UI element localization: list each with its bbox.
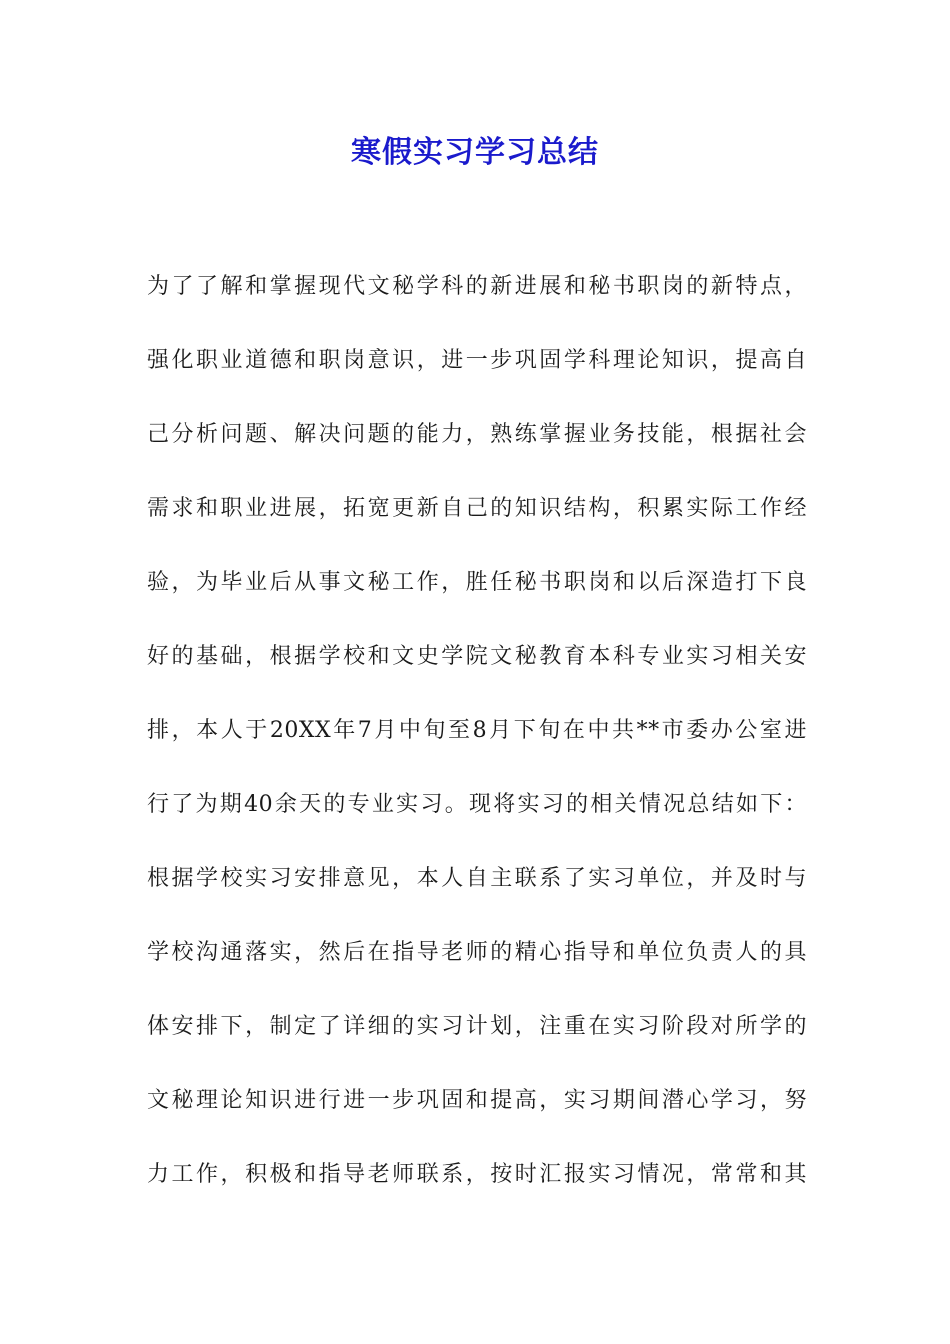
- document-body: [147, 262, 807, 1224]
- paragraph-line: 力工作，积极和指导老师联系，按时汇报实习情况，常常和其: [147, 1162, 807, 1187]
- paragraph-line: 需求和职业进展，拓宽更新自己的知识结构，积累实际工作经: [147, 496, 807, 521]
- paragraph-line: 好的基础，根据学校和文史学院文秘教育本科专业实习相关安: [147, 644, 807, 669]
- paragraph-line: 文秘理论知识进行进一步巩固和提高，实习期间潜心学习，努: [147, 1088, 807, 1113]
- paragraph-line: 学校沟通落实，然后在指导老师的精心指导和单位负责人的具: [147, 940, 807, 965]
- paragraph-line: 行了为期40余天的专业实习。现将实习的相关情况总结如下：: [147, 792, 807, 817]
- paragraph-line: 根据学校实习安排意见，本人自主联系了实习单位，并及时与: [147, 866, 807, 891]
- paragraph-line: 强化职业道德和职岗意识，进一步巩固学科理论知识，提高自: [147, 348, 807, 373]
- paragraph-line: 为了了解和掌握现代文秘学科的新进展和秘书职岗的新特点，: [147, 274, 807, 299]
- paragraph-line: 体安排下，制定了详细的实习计划，注重在实习阶段对所学的: [147, 1014, 807, 1039]
- paragraph-line: 排，本人于20XX年7月中旬至8月下旬在中共**市委办公室进: [147, 718, 807, 743]
- paragraph-line: 己分析问题、解决问题的能力，熟练掌握业务技能，根据社会: [147, 422, 807, 447]
- paragraph-line: 验，为毕业后从事文秘工作，胜任秘书职岗和以后深造打下良: [147, 570, 807, 595]
- document-title: 寒假实习学习总结: [351, 135, 599, 170]
